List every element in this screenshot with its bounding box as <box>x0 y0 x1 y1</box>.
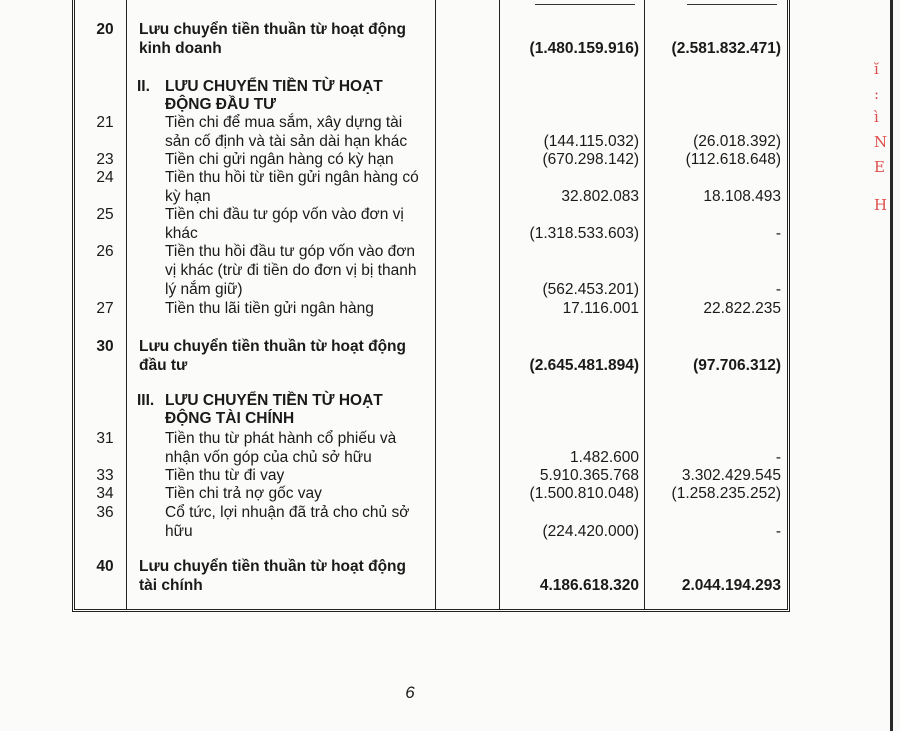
value-prior-period: - <box>775 449 781 466</box>
row-label: Tiền thu từ đi vay <box>165 467 285 484</box>
value-prior-period: 18.108.493 <box>703 188 781 205</box>
value-prior-period: (97.706.312) <box>693 357 781 374</box>
value-current-period: (224.420.000) <box>542 523 639 540</box>
value-prior-period: - <box>775 225 781 242</box>
row-label: tài chính <box>139 577 203 594</box>
row-code: 25 <box>96 206 114 223</box>
row-label: lý nắm giữ) <box>165 281 243 298</box>
row-code: 27 <box>96 300 114 317</box>
stamp-mark: ì <box>874 108 879 126</box>
stamp-mark: N <box>874 133 888 151</box>
value-current-period: (2.645.481.894) <box>529 357 639 374</box>
value-current-period: 4.186.618.320 <box>539 577 639 594</box>
row-label: Lưu chuyển tiền thuần từ hoạt động <box>139 338 406 355</box>
row-label: sản cố định và tài sản dài hạn khác <box>165 133 408 150</box>
cropped-value-mark <box>687 0 777 5</box>
row-code: 30 <box>96 338 114 355</box>
value-prior-period: 2.044.194.293 <box>681 577 781 594</box>
row-label: Tiền thu hồi đầu tư góp vốn vào đơn <box>165 243 416 260</box>
section-title: LƯU CHUYỂN TIỀN TỪ HOẠT <box>165 392 383 409</box>
section-number: II. <box>137 78 150 95</box>
stamp-mark: H <box>874 196 888 214</box>
row-label: Tiền chi đầu tư góp vốn vào đơn vị <box>165 206 404 223</box>
row-label: nhận vốn góp của chủ sở hữu <box>165 449 372 466</box>
row-label: kinh doanh <box>139 40 222 57</box>
row-label: hữu <box>165 523 193 540</box>
value-prior-period: - <box>775 523 781 540</box>
value-current-period: (670.298.142) <box>542 151 639 168</box>
row-code: 23 <box>96 151 114 168</box>
row-label: Tiền thu lãi tiền gửi ngân hàng <box>165 300 374 317</box>
row-label: Tiền chi trả nợ gốc vay <box>165 485 322 502</box>
section-number: III. <box>137 392 155 409</box>
row-code: 24 <box>96 169 114 186</box>
row-code: 31 <box>96 430 114 447</box>
row-label: Tiền chi gửi ngân hàng có kỳ hạn <box>165 151 394 168</box>
value-prior-period: - <box>775 281 781 298</box>
cropped-value-mark <box>535 0 635 5</box>
value-current-period: 1.482.600 <box>570 449 639 466</box>
row-label: kỳ hạn <box>165 188 211 205</box>
row-label: Tiền chi để mua sắm, xây dựng tài <box>165 114 403 131</box>
row-label: Tiền thu hồi từ tiền gửi ngân hàng có <box>165 169 419 186</box>
value-current-period: 5.910.365.768 <box>539 467 639 484</box>
page-edge <box>890 0 893 731</box>
row-label: Lưu chuyển tiền thuần từ hoạt động <box>139 21 406 38</box>
stamp-mark: Ε <box>874 158 885 176</box>
value-current-period: 32.802.083 <box>561 188 639 205</box>
page-number: 6 <box>405 683 415 702</box>
value-prior-period: (2.581.832.471) <box>671 40 781 57</box>
stamp-mark: : <box>874 85 880 103</box>
value-prior-period: 22.822.235 <box>703 300 781 317</box>
row-code: 33 <box>96 467 114 484</box>
cash-flow-table <box>72 0 790 612</box>
value-current-period: 17.116.001 <box>562 300 639 317</box>
value-current-period: (562.453.201) <box>542 281 639 298</box>
value-prior-period: (26.018.392) <box>693 133 781 150</box>
row-label: vị khác (trừ đi tiền do đơn vị bị thanh <box>165 262 417 279</box>
row-code: 21 <box>96 114 114 131</box>
section-title: LƯU CHUYỂN TIỀN TỪ HOẠT <box>165 78 383 95</box>
row-label: Lưu chuyển tiền thuần từ hoạt động <box>139 558 406 575</box>
row-code: 36 <box>96 504 114 521</box>
value-current-period: (1.500.810.048) <box>529 485 639 502</box>
value-prior-period: (112.618.648) <box>685 151 781 168</box>
value-prior-period: (1.258.235.252) <box>671 485 781 502</box>
row-code: 26 <box>96 243 114 260</box>
row-label: đầu tư <box>139 357 188 374</box>
column-divider <box>435 0 436 609</box>
column-divider <box>126 0 127 609</box>
row-label: khác <box>165 225 198 242</box>
section-title: ĐỘNG TÀI CHÍNH <box>165 410 295 427</box>
row-code: 20 <box>96 21 114 38</box>
section-title: ĐỘNG ĐẦU TƯ <box>165 96 277 113</box>
value-current-period: (1.318.533.603) <box>529 225 639 242</box>
row-label: Cổ tức, lợi nhuận đã trả cho chủ sở <box>165 504 410 521</box>
row-code: 34 <box>96 485 114 502</box>
value-prior-period: 3.302.429.545 <box>681 467 781 484</box>
value-current-period: (1.480.159.916) <box>529 40 639 57</box>
value-current-period: (144.115.032) <box>543 133 639 150</box>
stamp-mark: ĭ <box>874 60 879 78</box>
row-code: 40 <box>96 558 114 575</box>
row-label: Tiền thu từ phát hành cổ phiếu và <box>165 430 397 447</box>
